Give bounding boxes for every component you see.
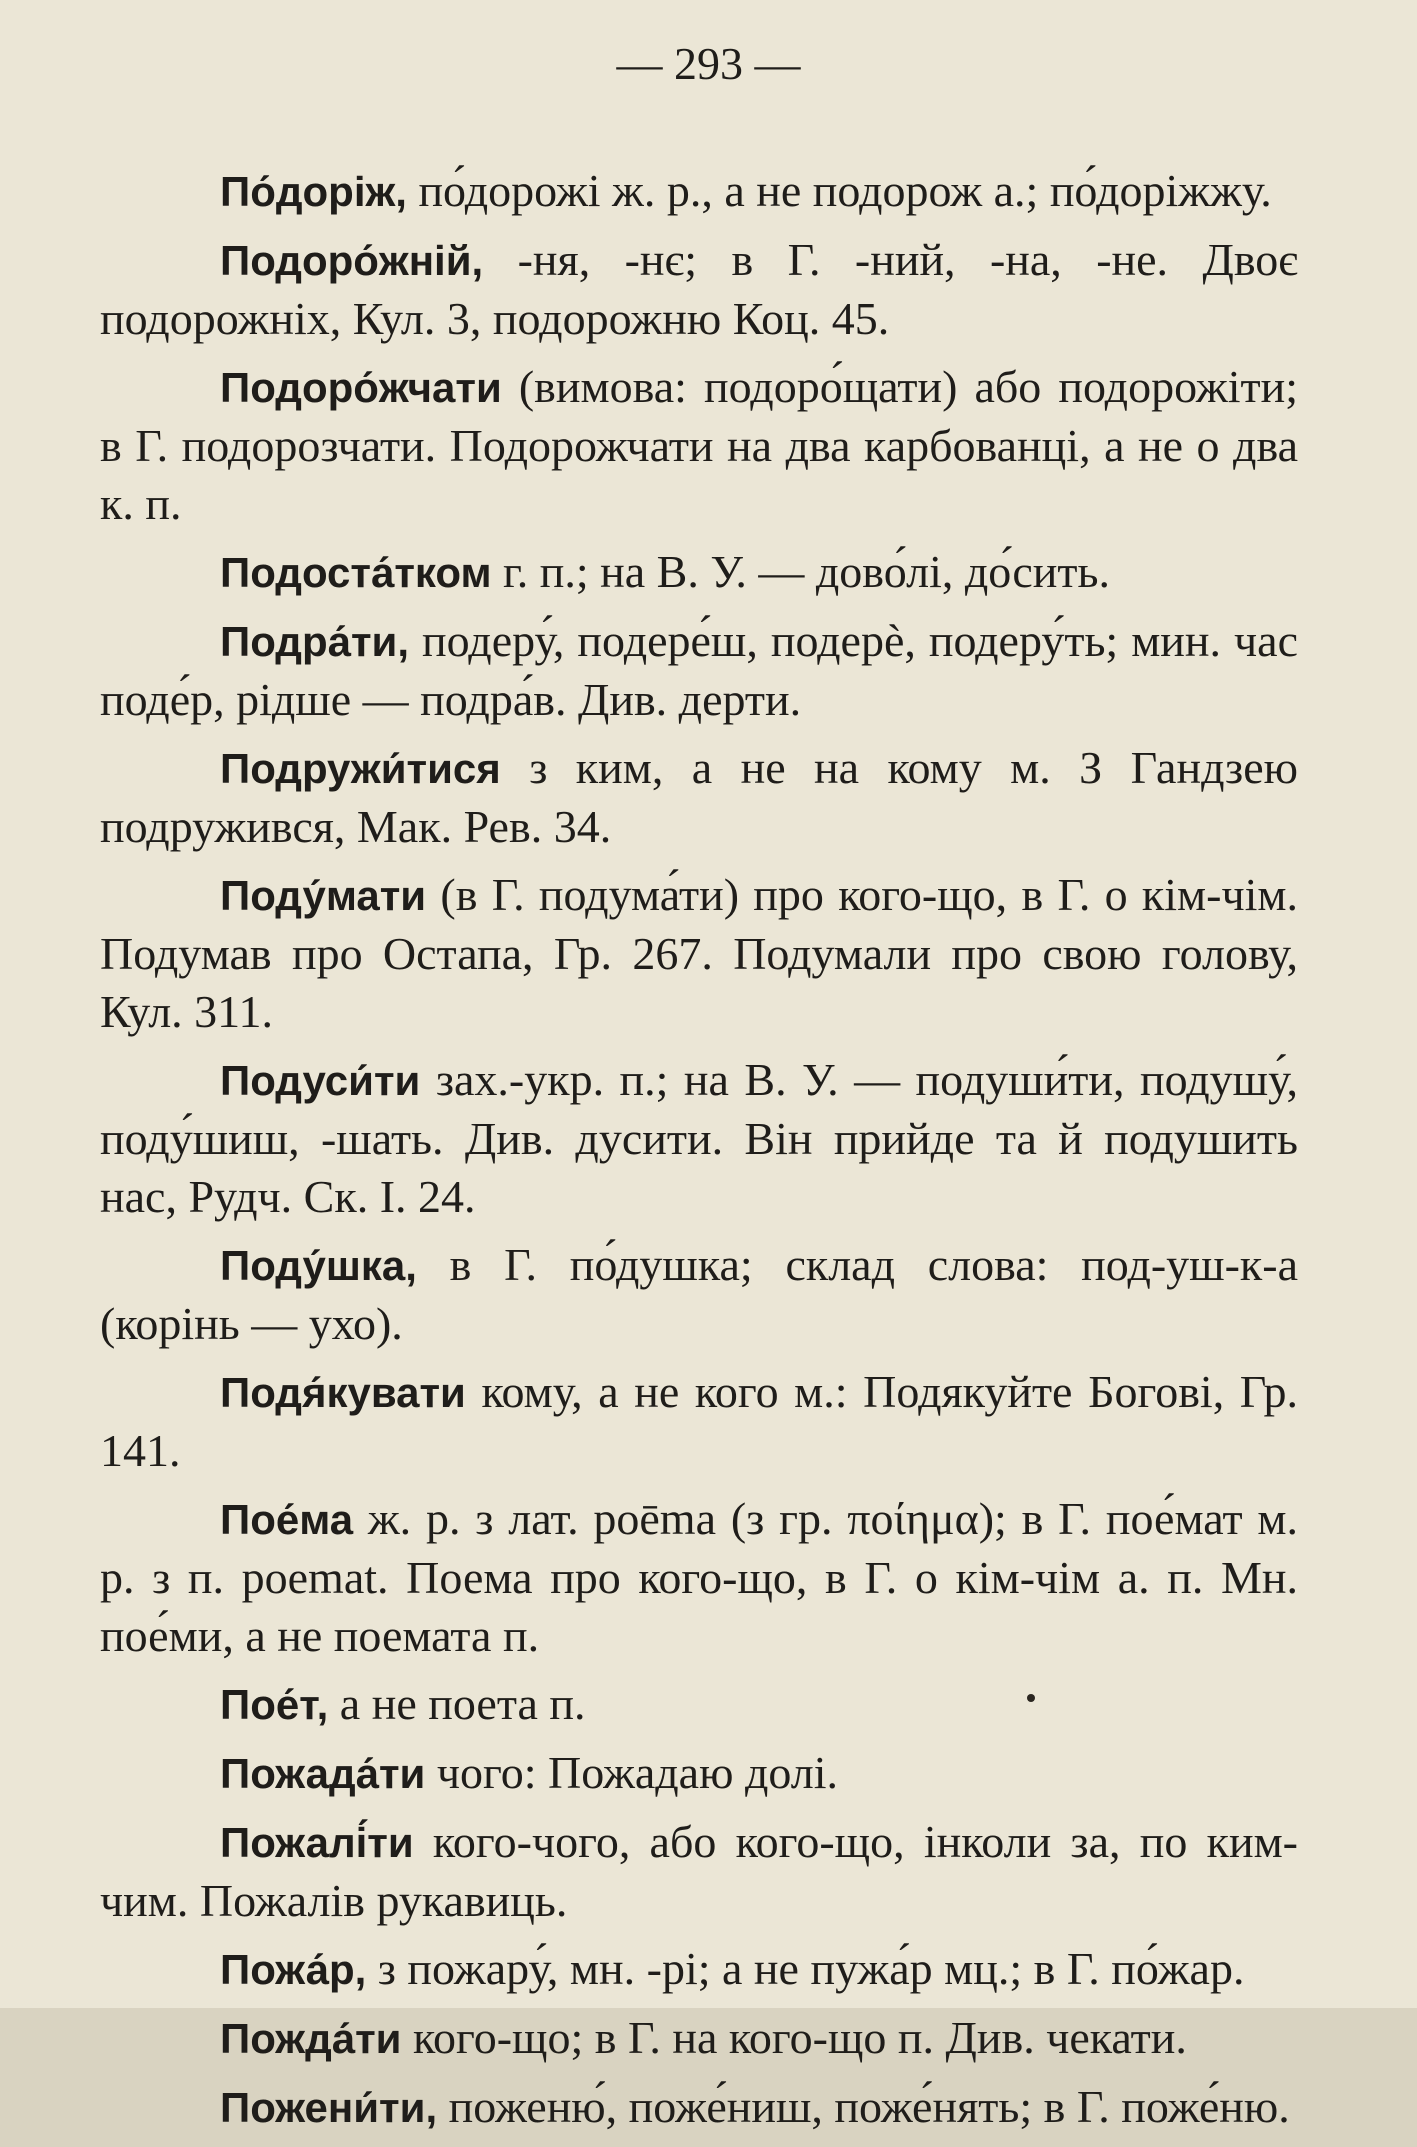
dictionary-entry: [100, 358, 1298, 533]
entry-text: в Г. по́душка; склад слова: под-уш-к-а (корінь — ухо).: [100, 1239, 1298, 1349]
entry-headword: Подуси́ти: [220, 1057, 421, 1104]
dictionary-entry: [100, 1363, 1298, 1480]
dictionary-entry: [100, 1744, 1298, 1803]
entry-text: г. п.; на В. У. — дово́лі, до́сить.: [491, 546, 1111, 597]
entry-headword: Подра́ти,: [220, 618, 410, 665]
entry-headword: Пожалі́ти: [220, 1819, 414, 1866]
dictionary-entry: [100, 1675, 1298, 1734]
page-number: — 293 —: [616, 38, 801, 89]
entry-headword: Пое́т,: [220, 1681, 329, 1728]
entry-headword: Подя́кувати: [220, 1369, 466, 1416]
dictionary-entry: [100, 1051, 1298, 1226]
dictionary-entry: [100, 2078, 1298, 2137]
entry-text: (в Г. подума́ти) про кого-що, в Г. о кім-чім. Подумав про Остапа, Гр. 267. Подумали про свою голову, Кул. 311.: [100, 869, 1298, 1037]
entry-text: подеру́, подере́ш, подерѐ, подеру́ть; мин. час поде́р, рідше — подра́в. Див. дерти.: [100, 615, 1298, 725]
entry-headword: Поду́мати: [220, 872, 427, 919]
entry-text: з пожару́, мн. -рі; а не пужа́р мц.; в Г. по́жар.: [366, 1943, 1245, 1994]
entry-text: кого-що; в Г. на кого-що п. Див. чекати.: [401, 2012, 1187, 2063]
entry-text: по́дорожі ж. р., а не подорож а.; по́доріжжу.: [406, 165, 1272, 216]
entry-headword: Поду́шка,: [220, 1242, 417, 1289]
entry-headword: Пожада́ти: [220, 1750, 426, 1797]
dictionary-column: [100, 162, 1298, 2147]
dictionary-entry: [100, 612, 1298, 729]
dictionary-entry: [100, 1490, 1298, 1665]
entry-text: з ким, а не на кому м. З Гандзею подружився, Мак. Рев. 34.: [100, 742, 1298, 852]
entry-headword: Пожени́ти,: [220, 2084, 438, 2131]
entry-headword: Пожда́ти: [220, 2015, 402, 2062]
entry-text: ж. р. з лат. poēma (з гр. ποίημα); в Г. пое́мат м. р. з п. poemat. Поема про кого-що, в Г. о кім-чім а. п. Мн. пое́ми, а не поемата п.: [100, 1493, 1298, 1661]
dictionary-entry: [100, 1236, 1298, 1353]
entry-headword: По́доріж,: [220, 168, 407, 215]
entry-text: кого-чого, або кого-що, інколи за, по ким-чим. Пожалів рукавиць.: [100, 1816, 1298, 1926]
entry-headword: Подоро́жній,: [220, 237, 484, 284]
dictionary-entry: [100, 231, 1298, 348]
dictionary-entry: [100, 2009, 1298, 2068]
dictionary-entry: [100, 162, 1298, 221]
entry-headword: Подоро́жчати: [220, 364, 502, 411]
entry-text: (вимова: подоро́щати) або подорожіти; в Г. подорозчати. Подорожчати на два карбованці, а не о два к. п.: [100, 361, 1298, 529]
dictionary-entry: [100, 739, 1298, 856]
entry-headword: Пожа́р,: [220, 1946, 367, 1993]
ink-speck: [1027, 1694, 1035, 1702]
entry-text: -ня, -нє; в Г. -ний, -на, -не. Двоє подорожніх, Кул. 3, подорожню Коц. 45.: [100, 234, 1298, 344]
entry-text: поженю́, поже́ниш, поже́нять; в Г. поже́ню.: [437, 2081, 1290, 2132]
entry-headword: Пое́ма: [220, 1496, 354, 1543]
dictionary-entry: [100, 866, 1298, 1041]
dictionary-entry: [100, 1940, 1298, 1999]
entry-headword: Подружи́тися: [220, 745, 501, 792]
entry-text: а не поета п.: [328, 1678, 586, 1729]
entry-text: чого: Пожадаю долі.: [425, 1747, 838, 1798]
entry-text: зах.-укр. п.; на В. У. — подуши́ти, подушу́, поду́шиш, -шать. Див. дусити. Він прийде та й подушить нас, Рудч. Ск. I. 24.: [100, 1054, 1298, 1222]
entry-headword: Подоста́тком: [220, 549, 492, 596]
dictionary-entry: [100, 1813, 1298, 1930]
entry-text: кому, а не кого м.: Подякуйте Богові, Гр. 141.: [100, 1366, 1298, 1476]
dictionary-entry: [100, 543, 1298, 602]
